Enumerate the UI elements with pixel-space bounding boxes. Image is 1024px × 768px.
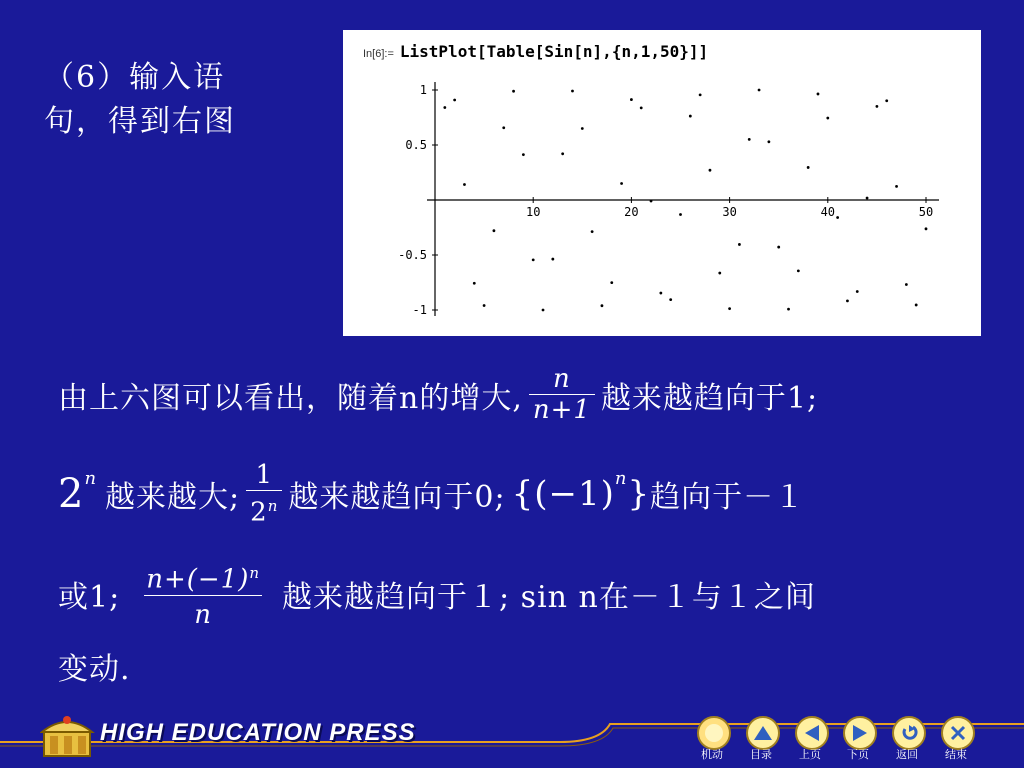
line1-prefix: 由上六图可以看出，随着n的增大, <box>58 380 523 416</box>
data-point <box>463 183 466 186</box>
data-point <box>493 229 496 232</box>
input-line <box>363 42 708 61</box>
data-point <box>473 282 476 285</box>
data-point <box>807 166 810 169</box>
side-caption <box>44 56 236 144</box>
nav-label-shangye: 上页 <box>799 748 821 761</box>
data-point <box>826 117 829 120</box>
data-point <box>561 152 564 155</box>
frac-num-text: n+(−1) <box>146 564 250 595</box>
frac-den-exp: n <box>267 497 279 515</box>
data-point <box>571 90 574 93</box>
data-point <box>699 93 702 96</box>
line3-suffix: 越来越趋向于１; sin n在－１与１之间 <box>282 579 816 615</box>
frac-denominator: n+1 <box>529 394 595 425</box>
data-point <box>610 281 613 284</box>
y-tick-label: -0.5 <box>398 248 427 262</box>
data-point <box>718 272 721 275</box>
data-point <box>669 298 672 301</box>
data-point <box>876 105 879 108</box>
nav-label-jidong: 机动 <box>701 748 723 761</box>
frac-den-base: 2 <box>250 497 268 528</box>
power-base: 2 <box>58 470 85 517</box>
side-caption-line1: （6）输入语 <box>44 60 226 95</box>
nav-label-jieshu: 结束 <box>945 748 967 761</box>
return-arrow-icon <box>899 723 919 743</box>
data-point <box>551 258 554 261</box>
fraction-n-plus-neg1-pow-n-over-n <box>142 558 264 630</box>
data-point <box>512 90 515 93</box>
press-logo-icon <box>40 710 96 760</box>
x-tick-label: 20 <box>624 205 639 219</box>
data-point <box>483 304 486 307</box>
data-point <box>856 290 859 293</box>
left-triangle-icon <box>802 723 822 743</box>
data-point <box>640 107 643 110</box>
frac-numerator: 1 <box>255 460 274 490</box>
up-triangle-icon <box>753 724 773 742</box>
data-point <box>895 185 898 188</box>
data-point <box>767 140 770 143</box>
line2-mid1: 越来越大; <box>105 479 241 515</box>
frac-denominator <box>246 490 282 528</box>
data-point <box>453 99 456 102</box>
sequence-open: {(−1) <box>511 473 615 514</box>
x-tick-label: 30 <box>722 205 737 219</box>
sequence-close: } <box>627 473 651 514</box>
line2-suffix: 趋向于－１ <box>650 479 806 515</box>
data-point <box>925 227 928 230</box>
data-point <box>797 269 800 272</box>
x-tick-label: 10 <box>525 205 541 219</box>
text-line-3 <box>58 558 816 630</box>
input-prompt: In[6]:= <box>363 48 394 60</box>
data-point <box>522 153 525 156</box>
data-point <box>620 182 623 185</box>
data-point <box>542 309 545 312</box>
power-exponent: n <box>84 468 98 489</box>
data-point <box>915 304 918 307</box>
fraction-n-over-n-plus-1 <box>529 364 595 425</box>
data-point <box>787 308 790 311</box>
data-point <box>679 213 682 216</box>
line3-prefix: 或1; <box>58 579 121 615</box>
line1-suffix: 越来越趋向于1; <box>600 380 819 416</box>
data-point <box>443 106 446 109</box>
circle-icon <box>705 724 723 742</box>
nav-button-jidong[interactable] <box>697 716 731 750</box>
nav-button-fanhui[interactable] <box>892 716 926 750</box>
data-point <box>601 304 604 307</box>
data-point <box>748 138 751 141</box>
x-tick-label: 50 <box>918 205 934 219</box>
data-point <box>758 89 761 92</box>
text-line-1 <box>58 364 818 425</box>
data-point <box>659 292 662 295</box>
scatter-plot <box>343 30 981 336</box>
line4-text: 变动. <box>58 652 131 687</box>
text-line-4 <box>58 644 131 688</box>
press-logo-text: HIGH EDUCATION PRESS <box>100 719 416 746</box>
plot-panel <box>343 30 981 336</box>
nav-button-xiaye[interactable] <box>843 716 877 750</box>
data-point <box>630 98 633 101</box>
data-point <box>885 99 888 102</box>
data-point <box>709 169 712 172</box>
data-point <box>532 258 535 261</box>
right-triangle-icon <box>850 723 870 743</box>
y-tick-label: 0.5 <box>405 138 427 152</box>
nav-label-xiaye: 下页 <box>847 748 869 761</box>
line2-mid2: 越来越趋向于0; <box>288 479 506 515</box>
data-point <box>846 299 849 302</box>
frac-denominator: n <box>144 595 262 630</box>
y-tick-label: 1 <box>419 83 427 97</box>
side-caption-line2: 句，得到右图 <box>44 104 236 139</box>
x-tick-label: 40 <box>820 205 836 219</box>
data-point <box>689 115 692 118</box>
nav-label-mulu: 目录 <box>750 748 772 761</box>
data-point <box>836 216 839 219</box>
text-line-2 <box>58 460 805 528</box>
close-icon <box>948 723 968 743</box>
nav-button-shangye[interactable] <box>795 716 829 750</box>
data-point <box>738 243 741 246</box>
data-point <box>502 126 505 129</box>
data-point <box>591 230 594 233</box>
data-point <box>728 307 731 310</box>
frac-numerator <box>142 558 264 595</box>
data-point <box>817 93 820 96</box>
fraction-1-over-2n <box>246 460 282 528</box>
nav-label-fanhui: 返回 <box>896 748 918 761</box>
frac-numerator: n <box>553 364 571 394</box>
data-point <box>650 200 653 203</box>
frac-num-exp: n <box>249 564 261 582</box>
data-point <box>777 246 780 249</box>
input-code: ListPlot[Table[Sin[n],{n,1,50}]] <box>399 42 709 61</box>
data-point <box>866 197 869 200</box>
data-point <box>581 127 584 130</box>
nav-button-mulu[interactable] <box>746 716 780 750</box>
y-tick-label: -1 <box>412 303 427 317</box>
nav-button-jieshu[interactable] <box>941 716 975 750</box>
sequence-exponent: n <box>614 468 628 489</box>
data-point <box>905 283 908 286</box>
